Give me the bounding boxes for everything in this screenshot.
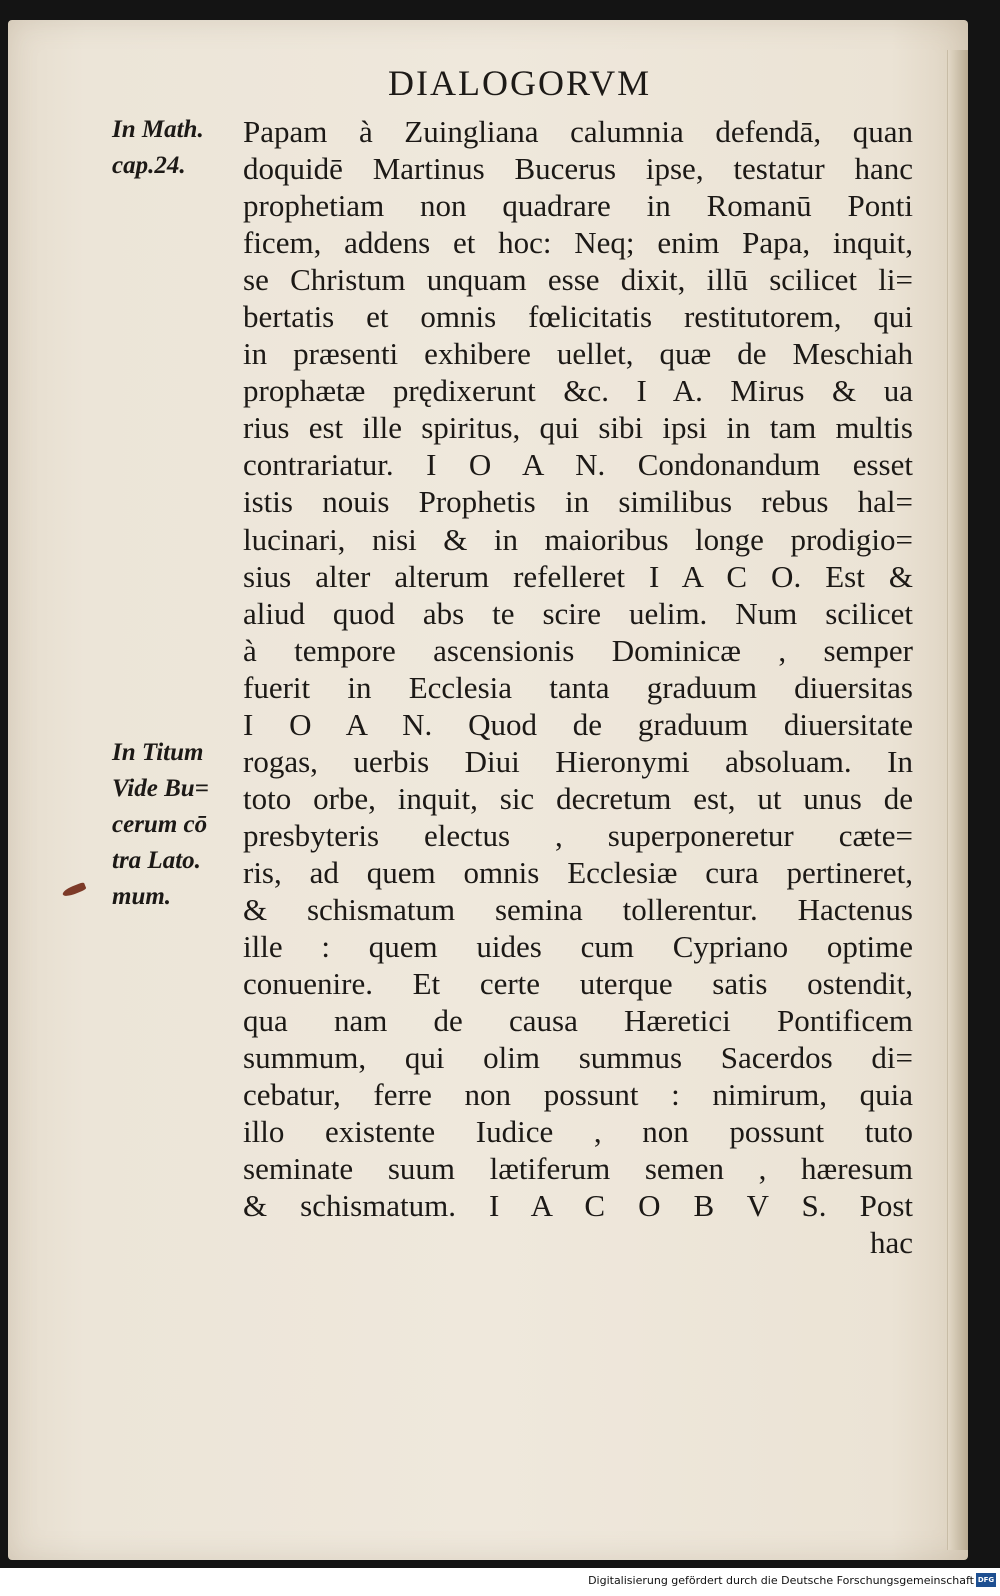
text-line: I O A N. Quod de graduum diuersitate (243, 706, 913, 742)
dfg-logo: DFG (976, 1573, 996, 1587)
marginal-note-line: In Titum (112, 739, 204, 766)
text-line: in præsenti exhibere uellet, quæ de Meschiah (243, 336, 913, 372)
page-edge (947, 50, 968, 1550)
text-line: fuerit in Ecclesia tanta graduum diuersitas (243, 669, 913, 705)
text-line: ris, ad quem omnis Ecclesiæ cura pertineret, (243, 854, 913, 890)
marginal-note-line: Vide Bu= (112, 775, 209, 802)
text-line: contrariatur. I O A N. Condonandum esset (243, 447, 913, 483)
marginal-note-line: cap.24. (112, 152, 186, 179)
digitization-credit: Digitalisierung gefördert durch die Deutsche Forschungsgemeinschaft (588, 1574, 974, 1587)
text-line: qua nam de causa Hæretici Pontificem (243, 1003, 913, 1039)
text-line: ficem, addens et hoc: Neq; enim Papa, inquit, (243, 225, 913, 261)
text-line: istis nouis Prophetis in similibus rebus hal= (243, 484, 913, 520)
text-line: aliud quod abs te scire uelim. Num scilicet (243, 595, 913, 631)
text-line: & schismatum semina tollerentur. Hactenus (243, 891, 913, 927)
text-line: prophætæ prędixerunt &c. I A. Mirus & ua (243, 373, 913, 409)
text-line: prophetiam non quadrare in Romanū Ponti (243, 188, 913, 224)
text-line: rogas, uerbis Diui Hieronymi absoluam. In (243, 743, 913, 779)
text-line: se Christum unquam esse dixit, illū scilicet li= (243, 262, 913, 298)
marginal-note-line: cerum cō (112, 811, 208, 838)
marginal-note-line: tra Lato. (112, 847, 201, 874)
text-line: toto orbe, inquit, sic decretum est, ut unus de (243, 780, 913, 816)
main-text-block (243, 113, 913, 1261)
text-line: bertatis et omnis fœlicitatis restitutorem, qui (243, 299, 913, 335)
text-line: illo existente Iudice , non possunt tuto (243, 1114, 913, 1150)
text-line: à tempore ascensionis Dominicæ , semper (243, 632, 913, 668)
text-line: presbyteris electus , superponeretur cæte= (243, 817, 913, 853)
marginal-note-titum (112, 735, 209, 915)
text-line: lucinari, nisi & in maioribus longe prodigio= (243, 521, 913, 557)
marginal-note-mat (112, 112, 204, 184)
text-line: & schismatum. I A C O B V S. Post (243, 1188, 913, 1224)
marginal-note-line: mum. (112, 883, 172, 910)
catchword: hac (869, 1225, 913, 1261)
text-line: cebatur, ferre non possunt : nimirum, quia (243, 1077, 913, 1113)
marginal-note-line: In Math. (112, 116, 204, 143)
text-line: sius alter alterum refelleret I A C O. Est & (243, 558, 913, 594)
text-line: summum, qui olim summus Sacerdos di= (243, 1040, 913, 1076)
text-line: Papam à Zuingliana calumnia defendā, quan (243, 114, 913, 149)
running-head: DIALOGORVM (388, 63, 652, 103)
text-line: seminate suum lætiferum semen , hæresum (243, 1151, 913, 1187)
text-line: conuenire. Et certe uterque satis ostendit, (243, 966, 913, 1002)
text-line: rius est ille spiritus, qui sibi ipsi in tam multis (243, 410, 913, 446)
text-line: doquidē Martinus Bucerus ipse, testatur hanc (243, 151, 913, 187)
text-line: ille : quem uides cum Cypriano optime (243, 929, 913, 965)
